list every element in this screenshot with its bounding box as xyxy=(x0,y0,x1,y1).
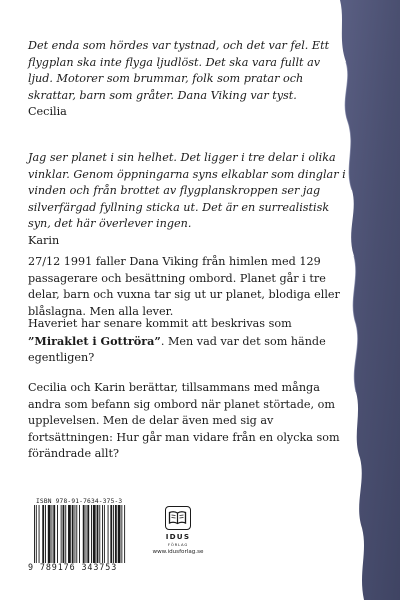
isbn-barcode xyxy=(28,498,154,572)
quote-karin-text: Jag ser planet i sin helhet. Det ligger i tre delar i olika vinklar. Genom öppningarna syns elkablar som dinglar i vinden och från brottet av flygplanskroppen ser jag silverfärgad fyllning sticka ut. Det är en surrealistisk syn, det här överlever ingen. xyxy=(28,151,346,231)
barcode-icon xyxy=(32,505,146,563)
isbn-label: ISBN 978-91-7634-375-3 xyxy=(36,498,123,505)
publisher-url: www.idusforlag.se xyxy=(152,549,204,555)
quote-cecilia-text: Det enda som hördes var tystnad, och det var fel. Ett flygplan ska inte flyga ljudlöst. Det ska vara fullt av ljud. Motorer som brummar, folk som pratar och skrattar, barn som gråter. Dana Viking var tyst. xyxy=(28,39,330,102)
quote-karin xyxy=(28,150,348,250)
publisher-subtitle: FÖRLAG xyxy=(167,542,189,547)
miracle-title: ”Miraklet i Gottröra” xyxy=(28,333,161,348)
summary-paragraph-2-text xyxy=(28,316,348,367)
quote-cecilia-author: Cecilia xyxy=(28,105,67,119)
quote-karin-author: Karin xyxy=(28,233,60,247)
summary-paragraph-1 xyxy=(28,254,348,320)
paragraph-2-before: Haveriet har senare kommit att beskrivas som xyxy=(28,317,292,330)
summary-paragraph-2 xyxy=(28,316,348,367)
summary-paragraph-3-text: Cecilia och Karin berättar, tillsammans med många andra som befann sig ombord när planet störtade, om upplevelsen. Men de delar även med sig av fortsättningen: Hur går man vidare från en olycka som förändrade allt? xyxy=(28,381,340,461)
barcode-digits: 9 789176 343753 xyxy=(28,562,118,572)
book-icon xyxy=(165,506,191,530)
summary-paragraph-1-text: 27/12 1991 faller Dana Viking från himlen med 129 passagerare och besättning ombord. Planet går i tre delar, barn och vuxna tar sig ut ur planet, blodiga eller blåslagna. Men alla lever. xyxy=(28,255,340,318)
summary-paragraph-3 xyxy=(28,380,348,463)
publisher-logo xyxy=(148,506,208,555)
paragraph-2-after: . Men vad var det som hände egentligen? xyxy=(28,334,326,365)
publisher-name: IDUS xyxy=(165,532,191,541)
quote-cecilia xyxy=(28,38,348,121)
